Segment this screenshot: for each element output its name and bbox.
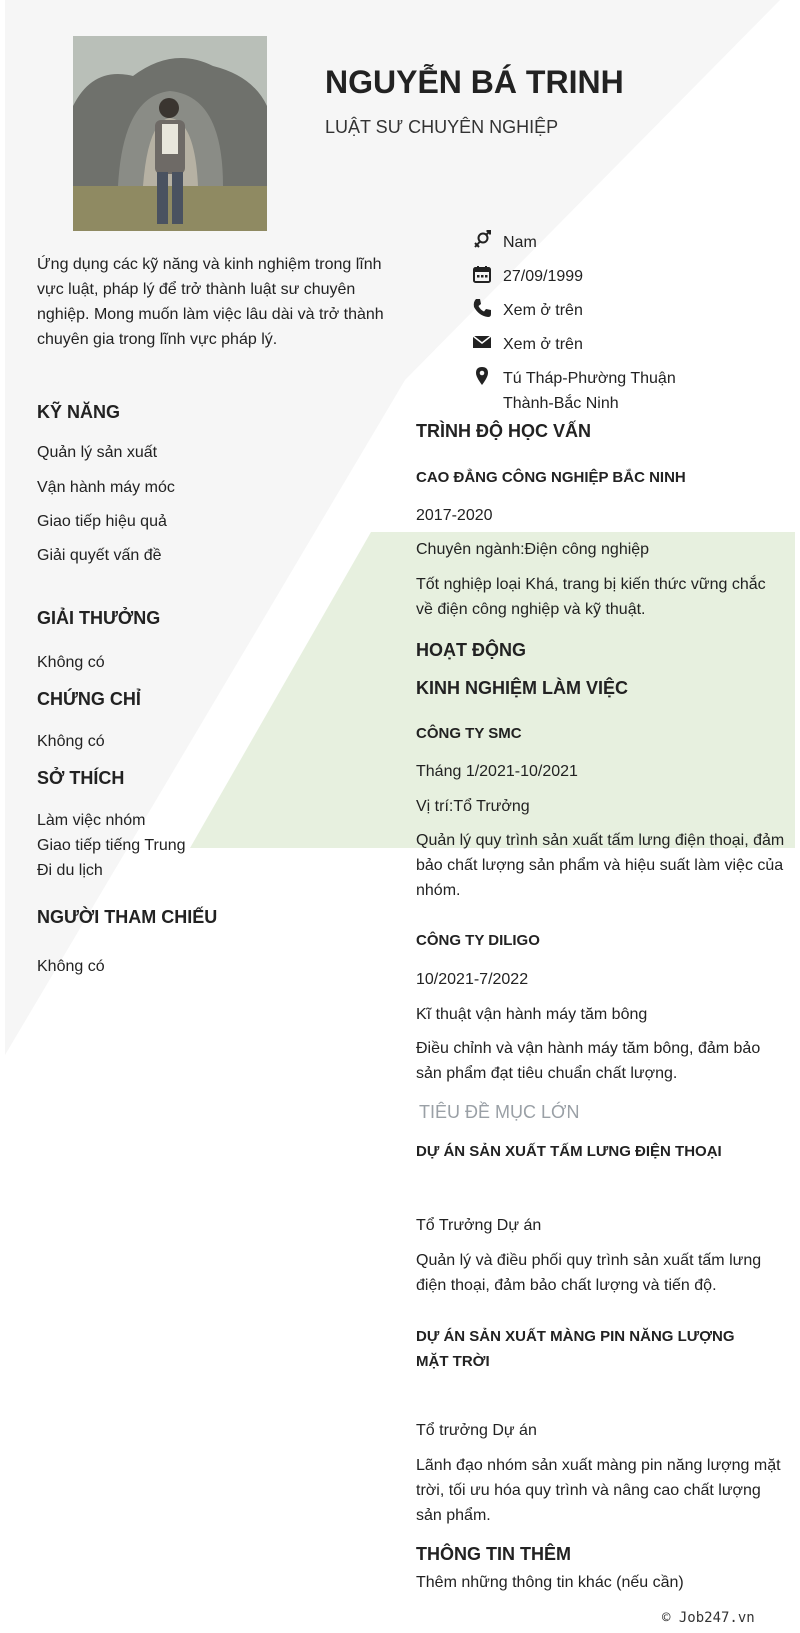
hobbies-heading: SỞ THÍCH	[37, 768, 125, 788]
education-heading: TRÌNH ĐỘ HỌC VẤN	[416, 421, 591, 441]
project-description: Quản lý và điều phối quy trình sản xuất tấm lưng điện thoại, đảm bảo chất lượng và tiến độ.	[416, 1252, 762, 1294]
calendar-icon	[472, 264, 494, 286]
address-line-2: Thành-Bắc Ninh	[503, 395, 619, 412]
contact-gender	[472, 230, 732, 255]
certificates-heading: CHỨNG CHỈ	[37, 689, 141, 709]
certificates-text: Không có	[37, 733, 105, 750]
profile-photo	[73, 36, 267, 231]
email-icon	[472, 332, 494, 354]
company-name: CÔNG TY DILIGO	[416, 932, 540, 949]
job-description: Quản lý quy trình sản xuất tấm lưng điện thoại, đảm bảo chất lượng sản phẩm và hiệu suất làm việc của nhóm.	[416, 832, 785, 899]
project-title: DỰ ÁN SẢN XUẤT TẤM LƯNG ĐIỆN THOẠI	[416, 1143, 722, 1160]
project-title-line-1: DỰ ÁN SẢN XUẤT MÀNG PIN NĂNG LƯỢNG	[416, 1328, 735, 1345]
address-line-1: Tú Tháp-Phường Thuận	[503, 370, 676, 387]
experience-heading: KINH NGHIỆM LÀM VIỆC	[416, 678, 629, 698]
job-title: LUẬT SƯ CHUYÊN NGHIỆP	[325, 117, 559, 137]
skill-item: Vận hành máy móc	[37, 479, 175, 496]
watermark: © Job247.vn	[662, 1610, 755, 1626]
skill-item: Quản lý sản xuất	[37, 444, 158, 461]
contact-email	[472, 332, 732, 357]
email-value: Xem ở trên	[503, 336, 583, 353]
company-name: CÔNG TY SMC	[416, 725, 522, 742]
contact-info	[472, 230, 732, 425]
career-objective: Ứng dụng các kỹ năng và kinh nghiệm trong lĩnh vực luật, pháp lý để trở thành luật sư chuyên nghiệp. Mong muốn làm việc lâu dài và trở thành chuyên gia trong lĩnh vực pháp lý.	[37, 256, 384, 348]
education-period: 2017-2020	[416, 507, 493, 524]
job-role: Vị trí:Tổ Trưởng	[416, 798, 530, 815]
candidate-name: NGUYỄN BÁ TRINH	[325, 64, 624, 100]
project-role: Tổ trưởng Dự án	[416, 1422, 537, 1439]
additional-info-text: Thêm những thông tin khác (nếu cần)	[416, 1574, 684, 1591]
education-description: Tốt nghiệp loại Khá, trang bị kiến thức vững chắc về điện công nghiệp và kỹ thuật.	[416, 576, 766, 618]
skills-heading: KỸ NĂNG	[37, 402, 121, 422]
project-role: Tổ Trưởng Dự án	[416, 1217, 542, 1234]
hobby-item: Giao tiếp tiếng Trung	[37, 837, 186, 854]
job-period: Tháng 1/2021-10/2021	[416, 763, 578, 780]
school-name: CAO ĐẲNG CÔNG NGHIỆP BẮC NINH	[416, 469, 686, 486]
additional-info-heading: THÔNG TIN THÊM	[416, 1544, 571, 1564]
skill-item: Giải quyết vấn đề	[37, 547, 162, 564]
gender-value: Nam	[503, 234, 537, 251]
phone-value: Xem ở trên	[503, 302, 583, 319]
skill-item: Giao tiếp hiệu quả	[37, 513, 167, 530]
address-value	[503, 366, 676, 416]
project-title	[416, 1324, 735, 1374]
job-description: Điều chỉnh và vận hành máy tăm bông, đảm bảo sản phẩm đạt tiêu chuẩn chất lượng.	[416, 1040, 761, 1082]
location-icon	[472, 366, 494, 388]
hobby-item: Đi du lịch	[37, 862, 103, 879]
references-text: Không có	[37, 958, 105, 975]
project-description: Lãnh đạo nhóm sản xuất màng pin năng lượng mặt trời, tối ưu hóa quy trình và nâng cao chất lượng sản phẩm.	[416, 1457, 781, 1524]
project-title-line-2: MẶT TRỜI	[416, 1353, 490, 1370]
contact-phone	[472, 298, 732, 323]
job-role: Kĩ thuật vận hành máy tăm bông	[416, 1006, 648, 1023]
contact-address	[472, 366, 732, 416]
activities-heading: HOẠT ĐỘNG	[416, 640, 526, 660]
projects-heading: TIÊU ĐỀ MỤC LỚN	[419, 1102, 580, 1122]
job-period: 10/2021-7/2022	[416, 971, 529, 988]
awards-text: Không có	[37, 654, 105, 671]
hobby-item: Làm việc nhóm	[37, 812, 146, 829]
gender-icon	[472, 230, 494, 252]
contact-birthday	[472, 264, 732, 289]
phone-icon	[472, 298, 494, 320]
references-heading: NGƯỜI THAM CHIẾU	[37, 907, 218, 927]
birthday-value: 27/09/1999	[503, 268, 584, 285]
awards-heading: GIẢI THƯỞNG	[37, 608, 161, 628]
education-major: Chuyên ngành:Điện công nghiệp	[416, 541, 650, 558]
